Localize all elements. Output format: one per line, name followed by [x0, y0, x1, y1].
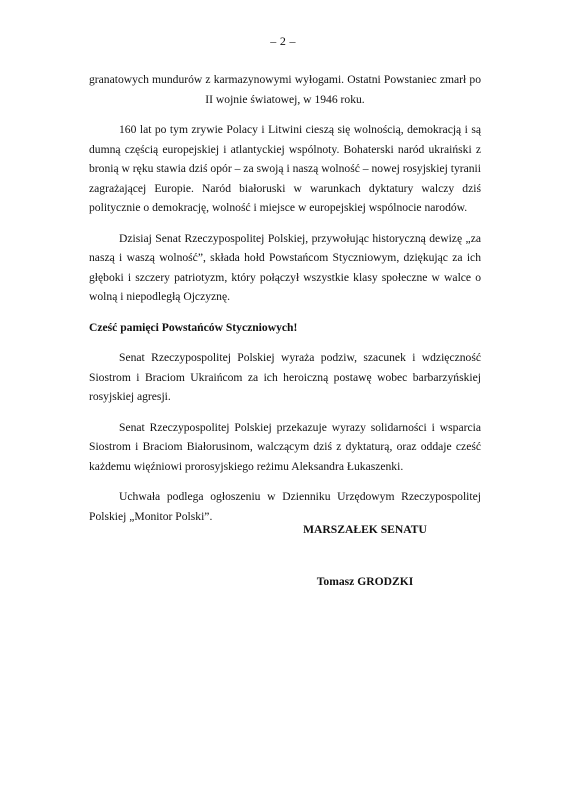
slogan-honor: Cześć pamięci Powstańców Styczniowych! — [89, 320, 298, 334]
paragraph-publication: Uchwała podlega ogłoszeniu w Dzienniku Urzędowym Rzeczypospolitej Polskiej „Monitor Polski”. — [89, 490, 481, 523]
signature-title: MARSZAŁEK SENATU — [303, 523, 427, 536]
paragraph-continuation: granatowych mundurów z karmazynowymi wyłogami. Ostatni Powstaniec zmarł po II wojnie światowej, w 1946 roku. — [89, 73, 481, 106]
paragraph-belarus-solidarity: Senat Rzeczypospolitej Polskiej przekazuje wyrazy solidarności i wsparcia Siostrom i Braciom Białorusinom, walczącym dziś z dyktaturą, oraz oddaje cześć każdemu więźniowi prorosyjskiego reżimu Aleksandra Łukaszenki. — [89, 420, 481, 473]
paragraph-ukraine-support: Senat Rzeczypospolitej Polskiej wyraża podziw, szacunek i wdzięczność Siostrom i Braciom Ukraińcom za ich heroiczną postawę wobec barbarzyńskiej rosyjskiej agresji. — [89, 351, 481, 403]
page-number: – 2 – — [270, 34, 296, 48]
paragraph-senate-tribute: Dzisiaj Senat Rzeczypospolitej Polskiej, przywołując historyczną dewizę „za naszą i waszą wolność”, składa hołd Powstańcom Styczniowym, dziękując za ich głęboki i szczery patriotyzm, który połączył wszystkie klasy społeczne w walce o wolną i niepodległą Ojczyznę. — [89, 231, 481, 303]
paragraph-freedom-today: 160 lat po tym zrywie Polacy i Litwini cieszą się wolnością, demokracją i są dumną częścią europejskiej i atlantyckiej wspólnoty. Bohaterski naród ukraiński z bronią w ręku stawia dziś opór – za swoją i naszą wolność – nowej rosyjskiej tyranii zagrażającej Europie. Naród białoruski w warunkach dyktatury walczy dziś politycznie o demokrację, wolność i miejsce w europejskiej wspólnocie narodów. — [89, 123, 481, 214]
document-body — [89, 70, 481, 537]
signature-name: Tomasz GRODZKI — [316, 575, 414, 588]
